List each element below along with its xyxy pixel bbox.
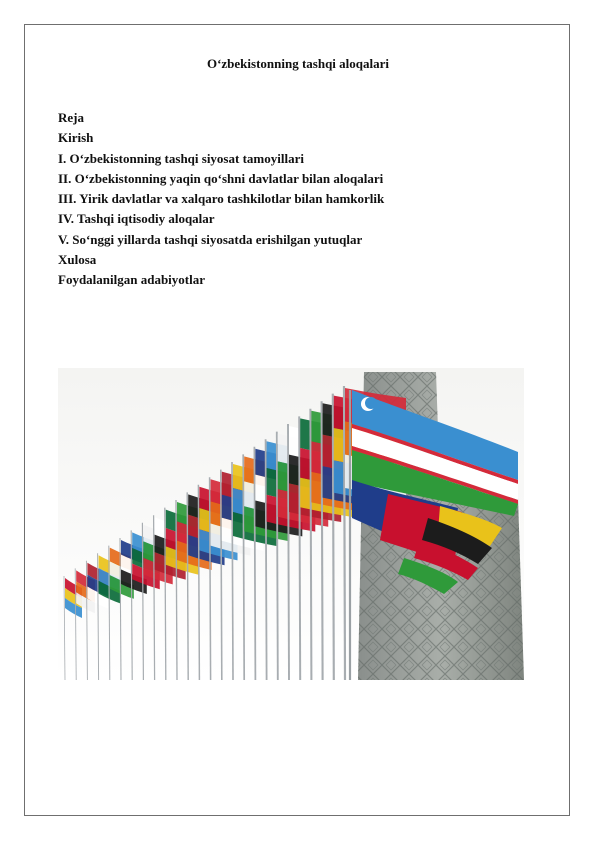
- toc-item-chapter-4: IV. Tashqi iqtisodiy aloqalar: [58, 211, 215, 227]
- toc-item-chapter-3: III. Yirik davlatlar va xalqaro tashkilotlar bilan hamkorlik: [58, 191, 385, 207]
- toc-item-conclusion: Xulosa: [58, 252, 97, 268]
- document-title: O‘zbekistonning tashqi aloqalari: [206, 56, 390, 71]
- flag-pole: [232, 462, 233, 680]
- toc-item-chapter-5: V. So‘nggi yillarda tashqi siyosatda erishilgan yutuqlar: [58, 231, 363, 247]
- toc-item-chapter-1: I. O‘zbekistonning tashqi siyosat tamoyillari: [58, 150, 304, 166]
- toc-item-introduction: Kirish: [58, 130, 94, 146]
- flag-pole: [198, 485, 199, 680]
- flag-pole: [254, 447, 255, 680]
- flag-pole: [187, 492, 188, 680]
- flag-pole: [210, 477, 211, 680]
- table-of-contents: [58, 108, 384, 291]
- flag-pole: [333, 394, 334, 680]
- flags-photo: [58, 368, 524, 680]
- flag-pole: [266, 439, 267, 680]
- flag-pole: [299, 416, 300, 680]
- toc-item-references: Foydalanilgan adabiyotlar: [58, 272, 205, 288]
- flag-pole: [322, 401, 323, 680]
- flag-pole: [243, 454, 244, 680]
- flag-pole: [288, 424, 289, 680]
- uzbek-flag-crescent-cut: [365, 397, 377, 409]
- toc-item-chapter-2: II. O‘zbekistonning yaqin qo‘shni davlatlar bilan aloqalari: [58, 170, 384, 186]
- flags-illustration: [58, 368, 524, 680]
- flag-pole: [277, 432, 278, 680]
- flag-pole: [310, 409, 311, 680]
- flag-pole: [221, 470, 222, 680]
- toc-heading: Reja: [58, 110, 84, 125]
- flag-pole: [344, 386, 345, 680]
